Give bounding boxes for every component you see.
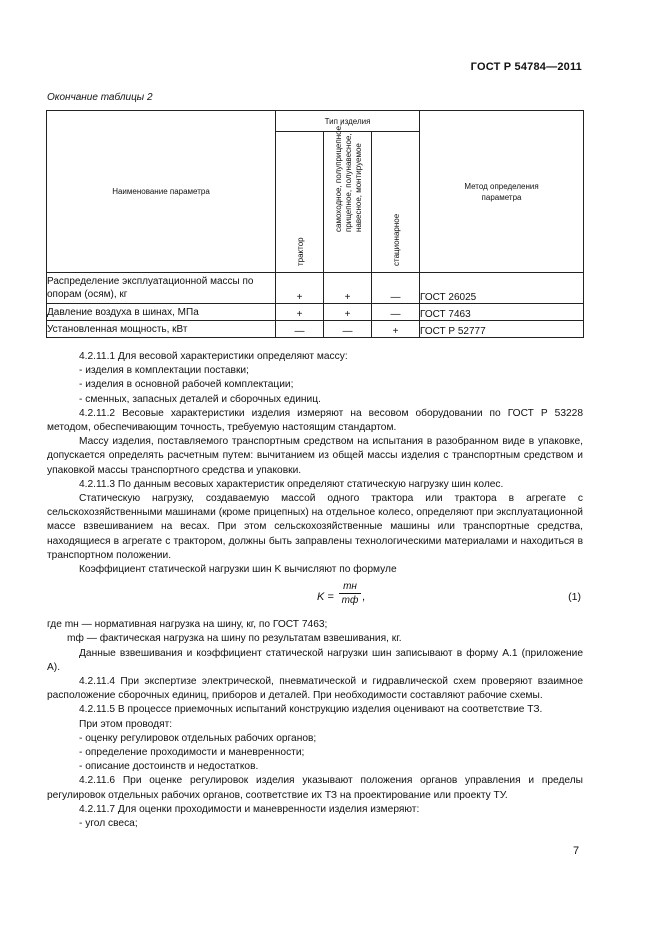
row-name: Давление воздуха в шинах, МПа	[47, 304, 276, 321]
header-product-type: Тип изделия	[276, 111, 420, 132]
paragraph: Данные взвешивания и коэффициент статической нагрузки шин записывают в форму А.1 (приложение А).	[47, 647, 583, 673]
cell-selfprop: —	[324, 321, 372, 338]
where-line: где mн — нормативная нагрузка на шину, кг, по ГОСТ 7463;	[47, 619, 328, 631]
document-body	[47, 350, 583, 831]
parameters-table	[46, 110, 584, 338]
standard-code: ГОСТ Р 54784—2011	[470, 61, 582, 73]
paragraph: Массу изделия, поставляемого транспортным средством на испытания в разобранном виде в упаковке, допускается определять расчетным путем: вычитанием из общей массы изделия с транспортным средством и упаковкой массы транспортного средства и упаковки.	[47, 436, 583, 476]
row-name: Установленная мощность, кВт	[47, 321, 276, 338]
paragraph: 4.2.11.2 Весовые характеристики изделия измеряют на весовом оборудовании по ГОСТ Р 53228 методом, обеспечивающим точность, требуемую настоящим стандартом.	[47, 407, 583, 434]
header-method: Метод определения параметра	[420, 111, 584, 273]
list-item: - изделия в комплектации поставки;	[79, 365, 249, 377]
table-row	[47, 321, 584, 338]
header-tractor	[276, 132, 324, 273]
cell-method: ГОСТ 7463	[420, 304, 584, 321]
list-item: - оценку регулировок отдельных рабочих органов;	[79, 732, 317, 744]
cell-stationary: —	[372, 273, 420, 304]
page-number: 7	[573, 845, 580, 857]
cell-tractor: +	[276, 273, 324, 304]
where-line: mф — фактическая нагрузка на шину по результатам взвешивания, кг.	[67, 633, 402, 645]
cell-selfprop: +	[324, 304, 372, 321]
header-stationary-label: стационарное	[391, 213, 401, 266]
table-row	[47, 273, 584, 304]
header-selfprop-label: самоходное, полуприцепное, прицепное, полунавесное, навесное, монтируемое	[333, 123, 363, 232]
paragraph: 4.2.11.4 При экспертизе электрической, пневматической и гидравлической схем проверяют взаимное расположение сборочных единиц, приборов и деталей. При необходимости составляют рабочие схемы.	[47, 676, 583, 702]
paragraph: 4.2.11.5 В процессе приемочных испытаний конструкцию изделия оценивают на соответствие ТЗ.	[79, 704, 543, 716]
paragraph: Коэффициент статической нагрузки шин K вычисляют по формуле	[79, 564, 397, 576]
paragraph: При этом проводят:	[79, 718, 173, 730]
paragraph: 4.2.11.3 По данным весовых характеристик определяют статическую нагрузку шин колес.	[79, 478, 504, 490]
formula-comma: ,	[362, 591, 366, 604]
header-selfprop	[324, 123, 372, 273]
formula-1	[47, 580, 583, 614]
formula-fraction	[339, 580, 361, 608]
cell-method: ГОСТ 26025	[420, 273, 584, 304]
header-param: Наименование параметра	[47, 111, 276, 273]
cell-tractor: —	[276, 321, 324, 338]
header-tractor-label: трактор	[295, 237, 305, 266]
cell-stationary: —	[372, 304, 420, 321]
paragraph: 4.2.11.7 Для оценки проходимости и маневренности изделия измеряют:	[79, 803, 420, 815]
paragraph: Статическую нагрузку, создаваемую массой одного трактора или трактора в агрегате с сельскохозяйственными машинами (кроме прицепных) на отдельное колесо, определяют при эксплуатационной массе взвешиванием на весах. При этом сельскохозяйственные машины или транспортные средства, находящиеся в агрегате с трактором, должны быть заправлены технологическими материалами и находиться в транспортном положении.	[47, 493, 583, 561]
list-item: - угол свеса;	[79, 818, 138, 830]
list-item: - изделия в основной рабочей комплектации;	[79, 379, 294, 391]
row-name: Распределение эксплуатационной массы по опорам (осям), кг	[47, 273, 276, 304]
formula-number: (1)	[568, 591, 581, 604]
formula-lhs: K =	[317, 591, 334, 604]
paragraph: 4.2.11.6 При оценке регулировок изделия указывают положения органов управления и пределы регулировок отдельных рабочих органов, соответствие их ТЗ на проектирование или проекту ТУ.	[47, 775, 583, 801]
paragraph: 4.2.11.1 Для весовой характеристики определяют массу:	[79, 351, 348, 362]
cell-stationary: +	[372, 321, 420, 338]
header-stationary	[372, 132, 420, 273]
list-item: - определение проходимости и маневренности;	[79, 747, 305, 759]
list-item: - описание достоинств и недостатков.	[79, 761, 259, 773]
table-caption: Окончание таблицы 2	[47, 92, 153, 103]
table-row	[47, 304, 584, 321]
cell-selfprop: +	[324, 273, 372, 304]
list-item: - сменных, запасных деталей и сборочных единиц.	[79, 393, 321, 405]
cell-method: ГОСТ Р 52777	[420, 321, 584, 338]
formula-denominator: mф	[341, 595, 359, 607]
formula-numerator: mн	[339, 580, 361, 594]
cell-tractor: +	[276, 304, 324, 321]
